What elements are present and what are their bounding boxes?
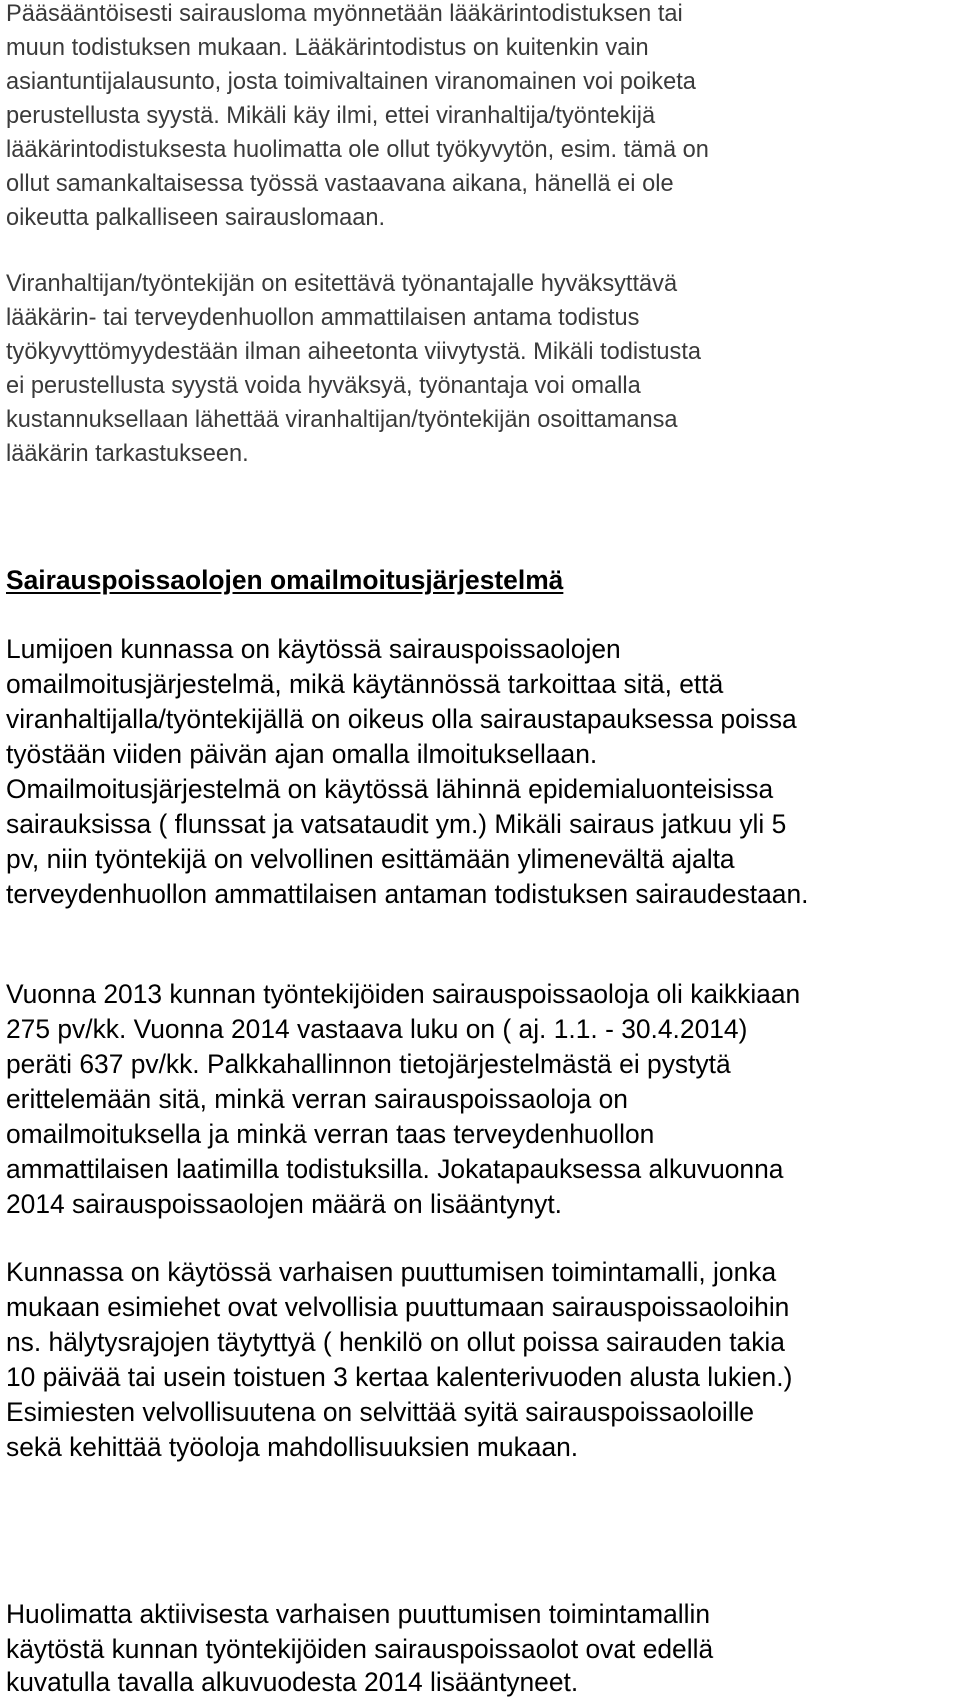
text-line: lääkärintodistuksesta huolimatta ole ollut työkyvytön, esim. tämä on xyxy=(6,137,709,163)
text-line: kustannuksellaan lähettää viranhaltijan/työntekijän osoittamansa xyxy=(6,407,678,433)
text-line: terveydenhuollon ammattilaisen antaman todistuksen sairaudestaan. xyxy=(6,879,809,909)
text-line: perustellusta syystä. Mikäli käy ilmi, ettei viranhaltija/työntekijä xyxy=(6,103,656,129)
text-line: kuvatulla tavalla alkuvuodesta 2014 lisääntyneet. xyxy=(6,1667,579,1697)
text-line: asiantuntijalausunto, josta toimivaltainen viranomainen voi poiketa xyxy=(6,69,696,95)
text-line: viranhaltijalla/työntekijällä on oikeus olla sairaustapauksessa poissa xyxy=(6,704,797,734)
text-line: Huolimatta aktiivisesta varhaisen puuttumisen toimintamallin xyxy=(6,1599,711,1629)
text-line: työstään viiden päivän ajan omalla ilmoituksellaan. xyxy=(6,739,598,769)
text-line: 2014 sairauspoissaolojen määrä on lisääntynyt. xyxy=(6,1189,563,1219)
text-line: Viranhaltijan/työntekijän on esitettävä työnantajalle hyväksyttävä xyxy=(6,271,678,297)
text-line: erittelemään sitä, minkä verran sairauspoissaoloja on xyxy=(6,1084,628,1114)
text-line: omailmoituksella ja minkä verran taas terveydenhuollon xyxy=(6,1119,655,1149)
text-line: oikeutta palkalliseen sairauslomaan. xyxy=(6,205,386,231)
text-line: ammattilaisen laatimilla todistuksilla. Jokatapauksessa alkuvuonna xyxy=(6,1154,784,1184)
text-line: käytöstä kunnan työntekijöiden sairauspoissaolot ovat edellä xyxy=(6,1634,714,1664)
text-line: työkyvyttömyydestään ilman aiheetonta viivytystä. Mikäli todistusta xyxy=(6,339,702,365)
text-line: Vuonna 2013 kunnan työntekijöiden sairauspoissaoloja oli kaikkiaan xyxy=(6,979,801,1009)
text-line: 275 pv/kk. Vuonna 2014 vastaava luku on ( aj. 1.1. - 30.4.2014) xyxy=(6,1014,748,1044)
text-line: omailmoitusjärjestelmä, mikä käytännössä tarkoittaa sitä, että xyxy=(6,669,724,699)
text-line: mukaan esimiehet ovat velvollisia puuttumaan sairauspoissaoloihin xyxy=(6,1292,790,1322)
text-line: muun todistuksen mukaan. Lääkärintodistus on kuitenkin vain xyxy=(6,35,649,61)
text-line: Lumijoen kunnassa on käytössä sairauspoissaolojen xyxy=(6,634,621,664)
text-line: Pääsääntöisesti sairausloma myönnetään lääkärintodistuksen tai xyxy=(6,1,683,27)
text-line: Esimiesten velvollisuutena on selvittää syitä sairauspoissaoloille xyxy=(6,1397,755,1427)
text-line: ollut samankaltaisessa työssä vastaavana aikana, hänellä ei ole xyxy=(6,171,674,197)
text-line: Kunnassa on käytössä varhaisen puuttumisen toimintamalli, jonka xyxy=(6,1257,777,1287)
text-line: Omailmoitusjärjestelmä on käytössä lähinnä epidemialuonteisissa xyxy=(6,774,774,804)
text-line: 10 päivää tai usein toistuen 3 kertaa kalenterivuoden alusta lukien.) xyxy=(6,1362,793,1392)
section-heading: Sairauspoissaolojen omailmoitusjärjestelmä xyxy=(6,565,564,595)
text-line: sairauksissa ( flunssat ja vatsataudit ym.) Mikäli sairaus jatkuu yli 5 xyxy=(6,809,787,839)
text-line: lääkärin- tai terveydenhuollon ammattilaisen antama todistus xyxy=(6,305,640,331)
text-line: sekä kehittää työoloja mahdollisuuksien mukaan. xyxy=(6,1432,579,1462)
text-line: peräti 637 pv/kk. Palkkahallinnon tietojärjestelmästä ei pystytä xyxy=(6,1049,731,1079)
text-line: ei perustellusta syystä voida hyväksyä, työnantaja voi omalla xyxy=(6,373,641,399)
text-line: lääkärin tarkastukseen. xyxy=(6,441,249,467)
text-line: pv, niin työntekijä on velvollinen esittämään ylimenevältä ajalta xyxy=(6,844,735,874)
text-line: ns. hälytysrajojen täytyttyä ( henkilö on ollut poissa sairauden takia xyxy=(6,1327,785,1357)
